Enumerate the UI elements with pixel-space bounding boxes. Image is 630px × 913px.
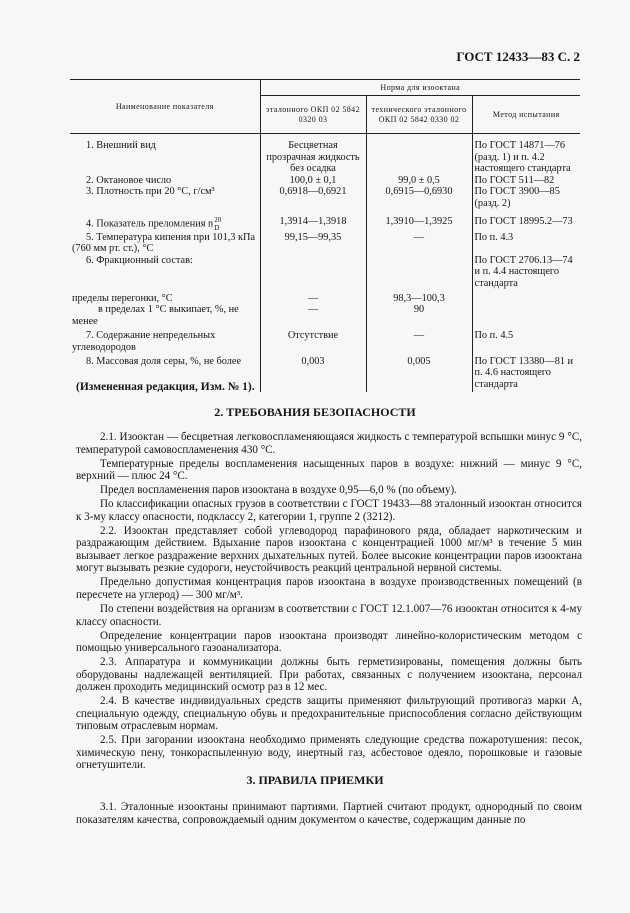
- column-header-technical: технического эталонного ОКП 02 5842 0330 02: [366, 96, 472, 134]
- column-header-method: Метод испытания: [472, 96, 580, 134]
- table-row: пределы перегонки, °С — 98,3—100,3: [70, 293, 580, 305]
- paragraph: По степени воздействия на организм в соответствии с ГОСТ 12.1.007—76 изооктан относится к 4-му классу опасности.: [76, 603, 582, 628]
- section-3-title: 3. ПРАВИЛА ПРИЕМКИ: [246, 773, 384, 787]
- quality-table: [70, 79, 580, 392]
- table-row: 2. Октановое число 100,0 ± 0,1 99,0 ± 0,5 По ГОСТ 511—82: [70, 175, 580, 187]
- table-row: 7. Содержание непредельных углеводородов Отсутствие — По п. 4.5: [70, 328, 580, 353]
- table-row: 6. Фракционный состав: По ГОСТ 2706.13—74 и п. 4.4 настоящего стандарта: [70, 255, 580, 293]
- amendment-note: (Измененная редакция, Изм. № 1).: [76, 381, 255, 393]
- paragraph: 2.3. Аппаратура и коммуникации должны быть герметизированы, помещения должны быть оборудованы надлежащей вентиляцией. При работах, связанных с получением изооктана, персонал должен проходить медицинский осмотр раз в 12 мес.: [76, 656, 582, 694]
- paragraph: 2.2. Изооктан представляет собой углеводород парафинового ряда, обладает наркотическим и раздражающим действием. Вдыхание паров изооктана с концентрацией 1000 мг/м³ в течение 5 мин вызывает легкое раздражение верхних дыхательных путей. Более высокие концентрации паров изооктана могут вызывать резкие судороги, неустойчивость реакций центральной нервной системы.: [76, 524, 582, 575]
- section-2-body: [76, 431, 582, 774]
- paragraph: По классификации опасных грузов в соответствии с ГОСТ 19433—88 эталонный изооктан относится к 3-му классу опасности, подклассу 2, категории 1, группе 2 (3212).: [76, 498, 582, 523]
- page-header: ГОСТ 12433—83 С. 2: [456, 49, 580, 64]
- table-row: 3. Плотность при 20 °С, г/см³ 0,6918—0,6921 0,6915—0,6930 По ГОСТ 3900—85 (разд. 2): [70, 186, 580, 209]
- table-row: 1. Внешний вид Бесцветная прозрачная жидкость без осадка По ГОСТ 14871—76 (разд. 1) и п. 4.2 настоящего стандарта: [70, 140, 580, 175]
- section-3-body: [76, 801, 582, 828]
- section-2-title: 2. ТРЕБОВАНИЯ БЕЗОПАСНОСТИ: [214, 405, 416, 419]
- paragraph: 2.1. Изооктан — бесцветная легковоспламеняющаяся жидкость с температурой вспышки минус 9 °С, температурой самовоспламенения 430 °С.: [76, 431, 582, 456]
- paragraph: Предел воспламенения паров изооктана в воздухе 0,95—6,0 % (по объему).: [100, 484, 457, 497]
- paragraph: 2.5. При загорании изооктана необходимо применять следующие средства пожаротушения: песок, химическую пену, тонкораспыленную воду, инертный газ, асбестовое одеяло, порошковые и газовые огнетушители.: [76, 734, 582, 772]
- refraction-index-marks: 20 D: [214, 215, 222, 232]
- table-row: 5. Температура кипения при 101,3 кПа (760 мм рт. ст.), °С 99,15—99,35 — По п. 4.3: [70, 232, 580, 255]
- paragraph: Температурные пределы воспламенения насыщенных паров в воздухе: нижний — минус 9 °С, верхний — плюс 24 °С.: [76, 457, 582, 483]
- paragraph: 3.1. Эталонные изооктаны принимают партиями. Партией считают продукт, однородный по своим показателям качества, сопровождаемый одним документом о качестве, содержащим данные по: [76, 801, 582, 826]
- paragraph: Определение концентрации паров изооктана производят линейно-колористическим методом с помощью универсального газоанализатора.: [76, 629, 582, 655]
- paragraph: Предельно допустимая концентрация паров изооктана в воздухе производственных помещений (в пересчете на углерод) — 300 мг/м³.: [76, 576, 582, 601]
- paragraph: 2.4. В качестве индивидуальных средств защиты применяют фильтрующий противогаз марки А, специальную одежду, специальную обувь и предохранительные приспособления согласно действующим типовым отраслевым нормам.: [76, 695, 582, 733]
- column-header-reference: эталонного ОКП 02 5842 0320 03: [260, 96, 366, 134]
- table-row: в пределах 1 °С выкипает, %, не менее — 90: [70, 304, 580, 328]
- table-row: 4. Показатель преломления n 20 D 1,3914—1,3918 1,3910—1,3925 По ГОСТ 18995.2—73: [70, 210, 580, 232]
- column-header-name: Наименование показателя: [70, 80, 260, 134]
- table-row: 8. Массовая доля серы, %, не более 0,003 0,005 По ГОСТ 13380—81 и п. 4.6 настоящего стандарта: [70, 354, 580, 392]
- column-header-norm: Норма для изооктана: [260, 80, 580, 96]
